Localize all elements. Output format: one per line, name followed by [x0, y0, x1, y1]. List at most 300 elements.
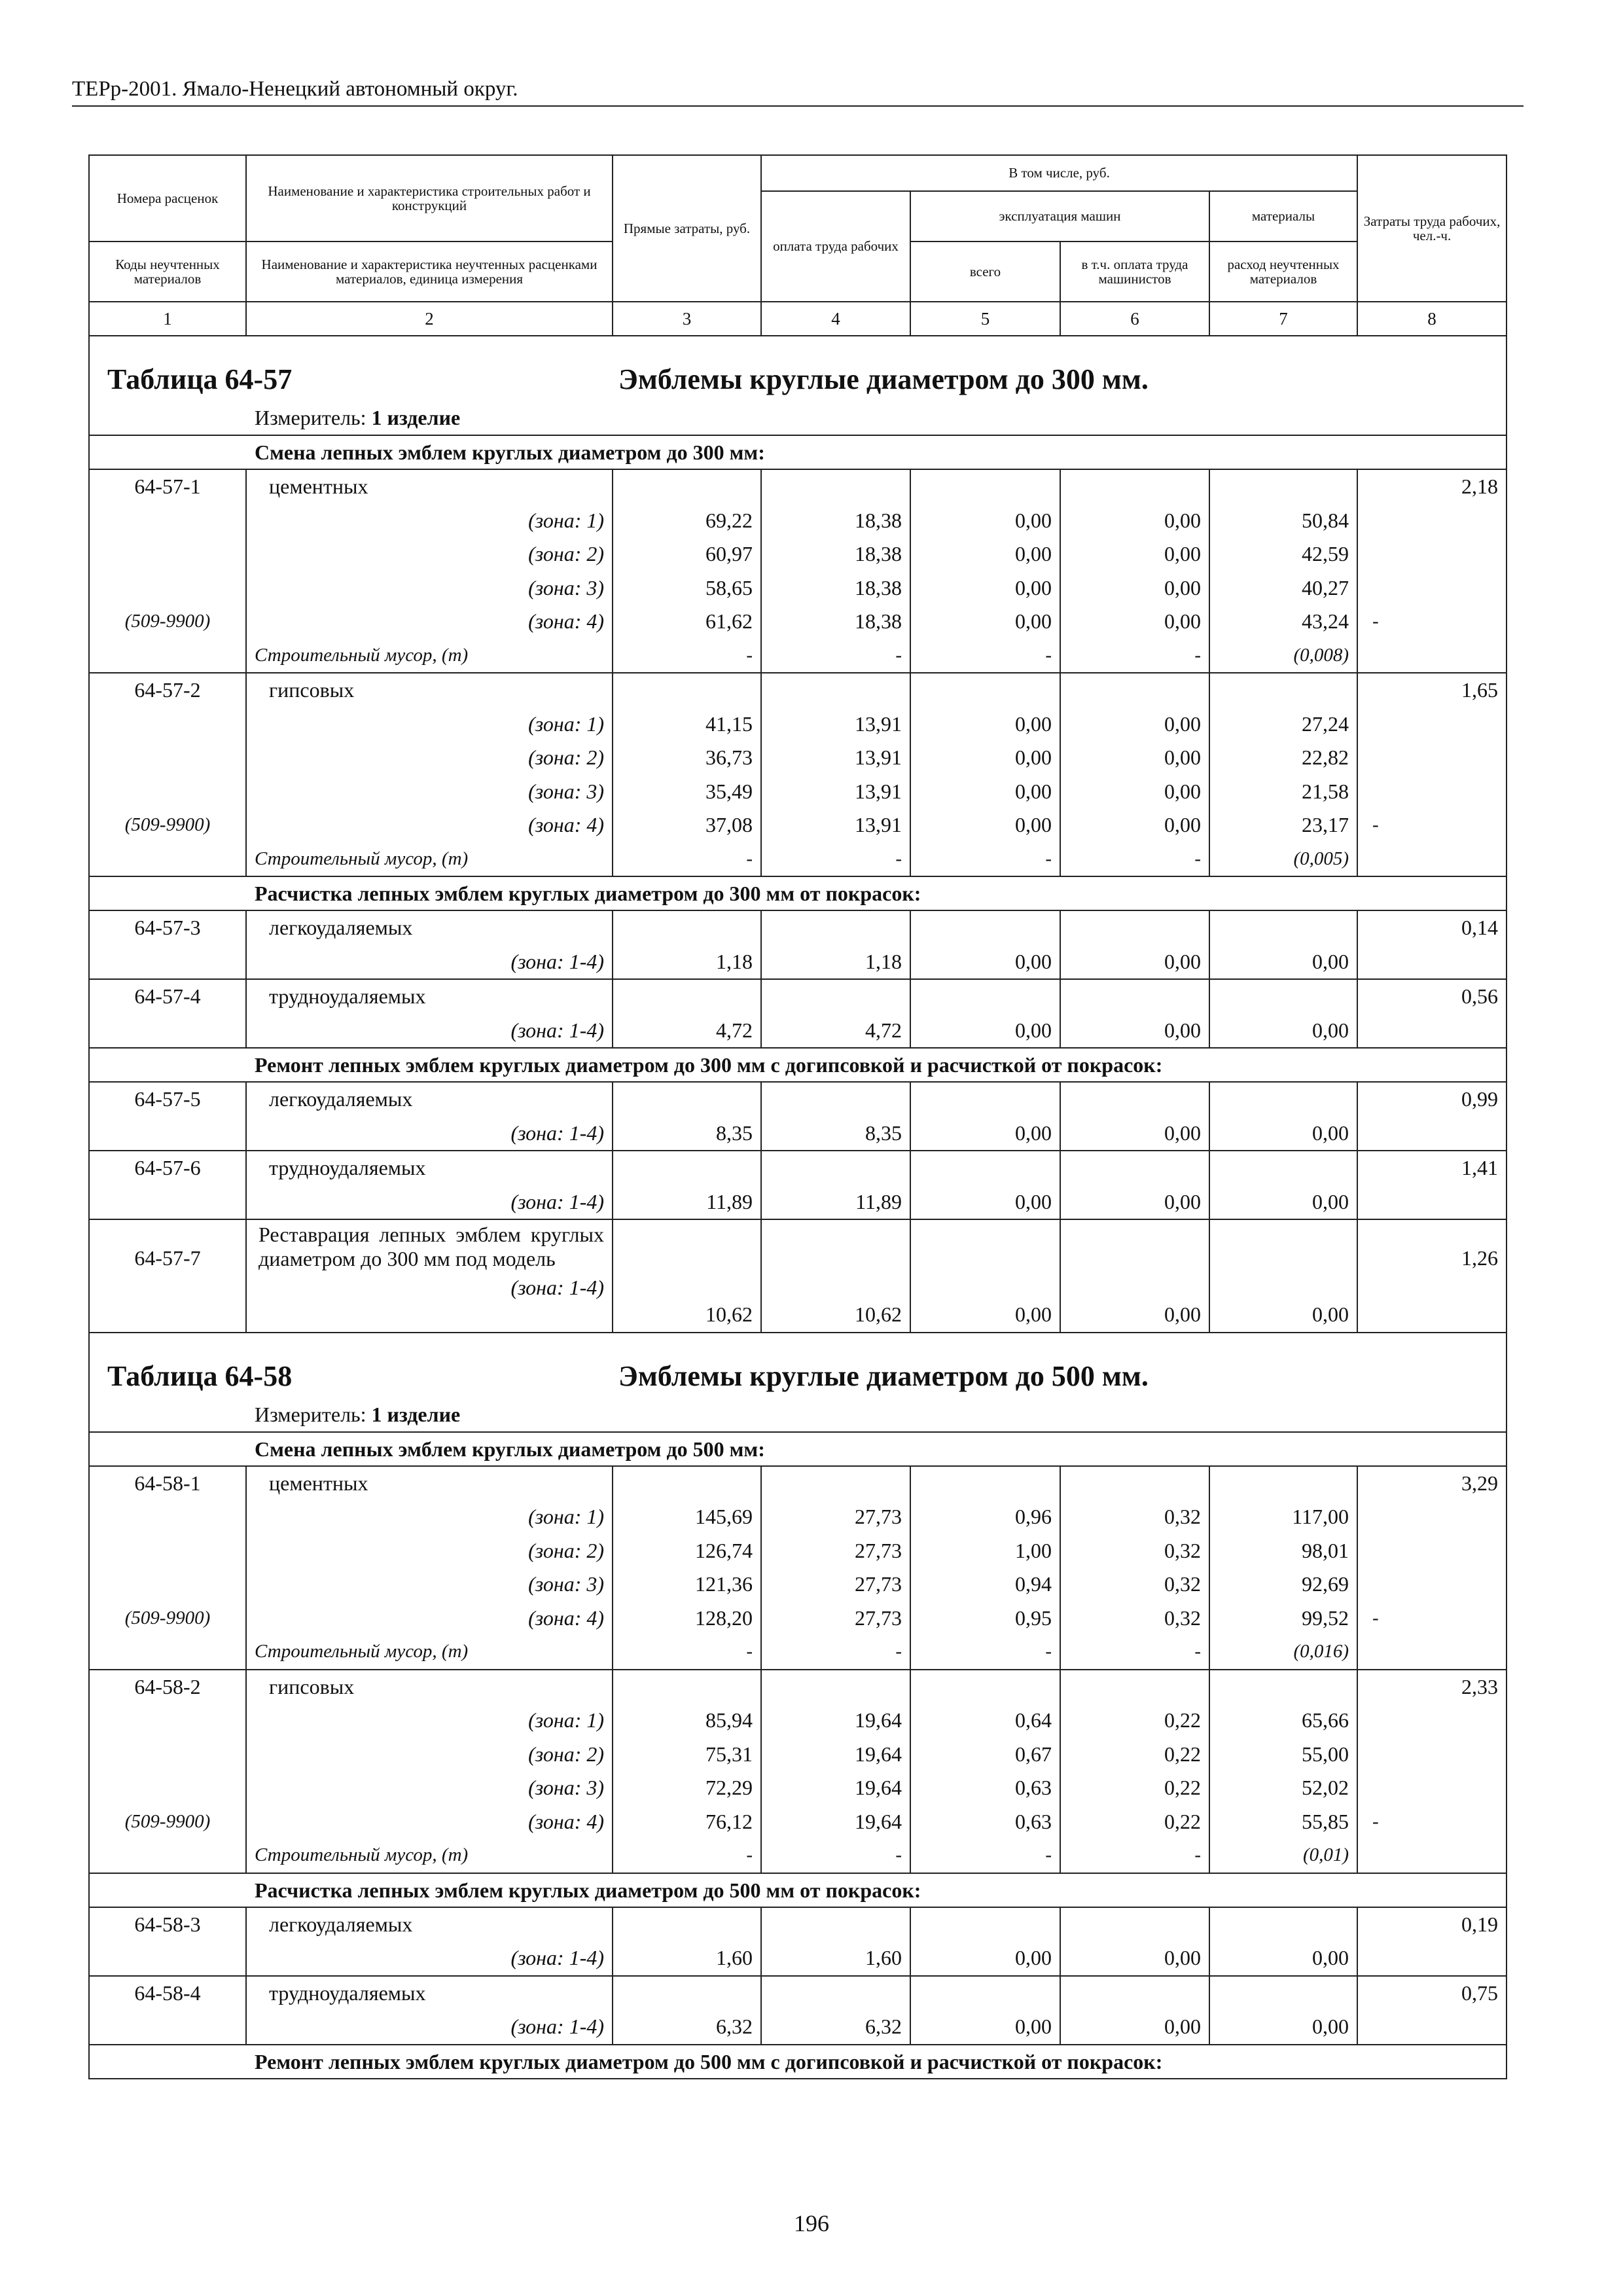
value-cell-c4	[761, 673, 910, 876]
rate-name-cell	[246, 979, 613, 1048]
blank-line	[90, 1568, 245, 1602]
value: 13,91	[855, 813, 902, 836]
group-header-row	[89, 435, 1507, 469]
blank-line	[911, 980, 1060, 1014]
value-cell-c7	[1209, 1151, 1357, 1219]
spacer	[911, 1220, 1060, 1298]
labor-cost-cell	[1357, 469, 1507, 673]
zone-label: (зона: 1-4)	[510, 1189, 604, 1213]
value: 27,24	[1302, 711, 1349, 736]
value-cell-c5	[910, 1976, 1060, 2045]
value: 50,84	[1302, 508, 1349, 532]
zone-label: (зона: 1-4)	[510, 1121, 604, 1145]
group-title-cell	[89, 1432, 1507, 1466]
blank-line	[90, 1738, 245, 1772]
material-code: (509-9900)	[124, 1810, 211, 1832]
value: 65,66	[1302, 1708, 1349, 1732]
zone-label: (зона: 1-4)	[510, 1276, 604, 1299]
material-value: (0,01)	[1302, 1844, 1349, 1865]
rate-code: 64-57-7	[134, 1246, 201, 1270]
labor-cost-cell	[1357, 979, 1507, 1048]
value: 61,62	[705, 609, 753, 633]
rate-row	[89, 673, 1507, 876]
value-cell-c3	[613, 1219, 761, 1333]
value-cell-c5	[910, 1219, 1060, 1333]
material-code: (509-9900)	[124, 1607, 211, 1628]
value: 19,64	[855, 1742, 902, 1766]
value: 18,38	[855, 542, 902, 565]
rate-name-cell	[246, 1151, 613, 1219]
value: 4,72	[716, 1018, 753, 1042]
group-title: Расчистка лепных эмблем круглых диаметром до 300 мм от покрасок:	[255, 882, 921, 905]
blank-line	[1061, 1467, 1209, 1501]
value-cell-c5	[910, 673, 1060, 876]
value: 121,36	[695, 1572, 753, 1596]
blank-line	[1061, 980, 1209, 1014]
zone-label: (зона: 1-4)	[510, 1946, 604, 1969]
value: 0,00	[1164, 1946, 1201, 1969]
value: 1,00	[1015, 1538, 1052, 1562]
value-cell-c6	[1060, 1466, 1209, 1670]
blank-line	[1210, 470, 1357, 504]
value: 6,32	[865, 2015, 902, 2038]
labor-value: 2,18	[1461, 475, 1499, 498]
rate-code-cell	[89, 979, 246, 1048]
value: 0,00	[1164, 745, 1201, 769]
labor-value: 0,14	[1461, 916, 1499, 939]
rate-row	[89, 1219, 1507, 1333]
blank-line	[911, 673, 1060, 708]
value: 10,62	[705, 1302, 753, 1326]
zone-label: (зона: 3)	[528, 779, 604, 803]
value: 1,18	[716, 949, 753, 973]
labor-cost-cell	[1357, 1219, 1507, 1333]
value: 40,27	[1302, 575, 1349, 600]
material-code: (509-9900)	[124, 611, 211, 632]
rate-name: трудноудаляемых	[269, 1981, 426, 2005]
labor-value: 2,33	[1461, 1674, 1499, 1698]
value: 13,91	[855, 779, 902, 803]
material-value: -	[746, 848, 753, 869]
zone-label: (зона: 1)	[528, 1708, 604, 1732]
value-cell-c3	[613, 1976, 761, 2045]
blank-line	[90, 1704, 245, 1738]
value-cell-c7	[1209, 1082, 1357, 1151]
rate-code-cell	[89, 1151, 246, 1219]
blank-line	[90, 708, 245, 742]
rate-name-cell	[246, 469, 613, 673]
labor-value: 0,19	[1461, 1912, 1499, 1936]
blank-line	[1210, 1151, 1357, 1185]
blank-line	[1210, 980, 1357, 1014]
blank-line	[90, 741, 245, 775]
rate-code-cell	[89, 673, 246, 876]
blank-line	[1210, 1083, 1357, 1117]
zone-label: (зона: 1-4)	[510, 949, 604, 973]
material-value: -	[1194, 1844, 1201, 1865]
measure-value: 1 изделие	[371, 406, 461, 429]
direct-cost-header: Прямые затраты, руб.	[613, 155, 761, 302]
rate-name-cell	[246, 910, 613, 979]
col2-top-header: Наименование и характеристика строительных работ и конструкций	[246, 155, 613, 242]
value: 0,63	[1015, 1809, 1052, 1833]
material-value: -	[895, 848, 902, 869]
column-number: 8	[1357, 302, 1507, 336]
value-cell-c4	[761, 1151, 910, 1219]
value: 99,52	[1302, 1605, 1349, 1630]
blank-line	[90, 571, 245, 605]
blank-line	[911, 1083, 1060, 1117]
table-number: Таблица 64-58	[107, 1359, 293, 1392]
value: 0,00	[1164, 949, 1201, 973]
measure-unit	[255, 406, 460, 430]
value: 0,00	[1164, 575, 1201, 600]
group-title-cell	[89, 876, 1507, 910]
column-number: 5	[910, 302, 1060, 336]
value: 8,35	[865, 1121, 902, 1145]
material-value: -	[895, 1844, 902, 1865]
material-name: Строительный мусор, (т)	[255, 1641, 469, 1662]
value: 85,94	[705, 1708, 753, 1732]
value-cell-c5	[910, 1466, 1060, 1670]
group-title: Ремонт лепных эмблем круглых диаметром до 500 мм с догипсовкой и расчисткой от покрасок:	[255, 2049, 1163, 2073]
rate-name-cell	[246, 1466, 613, 1670]
rate-code: 64-57-3	[134, 916, 201, 939]
rate-code-cell	[89, 910, 246, 979]
value: 18,38	[855, 508, 902, 532]
rate-name-cell	[246, 1219, 613, 1333]
value-cell-c6	[1060, 1907, 1209, 1976]
value-cell-c4	[761, 1466, 910, 1670]
material-value: -	[1045, 644, 1052, 666]
labor-value: 1,65	[1461, 678, 1499, 702]
material-value: -	[895, 1641, 902, 1662]
blank-line	[911, 1977, 1060, 2011]
value: 98,01	[1302, 1538, 1349, 1562]
labor-cost-cell	[1357, 1976, 1507, 2045]
value: 0,00	[1015, 609, 1052, 633]
material-value: (0,008)	[1293, 644, 1349, 666]
value: 0,00	[1164, 1018, 1201, 1042]
header-rule	[72, 105, 1524, 107]
blank-line	[762, 470, 910, 504]
material-value: -	[895, 644, 902, 666]
group-header-row	[89, 1873, 1507, 1907]
rate-code: 64-57-4	[134, 984, 201, 1008]
rate-name: легкоудаляемых	[269, 1087, 413, 1111]
rate-code: 64-58-4	[134, 1981, 201, 2005]
material-value: -	[1045, 1641, 1052, 1662]
value-cell-c6	[1060, 469, 1209, 673]
value: 27,73	[855, 1505, 902, 1528]
blank-line	[762, 1977, 910, 2011]
value-cell-c3	[613, 673, 761, 876]
value: 0,00	[1015, 949, 1052, 973]
blank-line	[90, 775, 245, 809]
value: 0,00	[1164, 542, 1201, 565]
blank-line	[1358, 1568, 1506, 1602]
value: 0,95	[1015, 1605, 1052, 1630]
value: 4,72	[865, 1018, 902, 1042]
blank-line	[1061, 1670, 1209, 1704]
material-labor: -	[1372, 611, 1379, 632]
column-number: 4	[761, 302, 910, 336]
spacer	[762, 1220, 910, 1298]
blank-line	[1210, 1908, 1357, 1942]
col1-bottom-header: Коды неучтенных материалов	[89, 242, 246, 302]
blank-line	[613, 911, 760, 945]
table-name: Эмблемы круглые диаметром до 300 мм.	[618, 363, 1149, 395]
rate-code: 64-58-1	[134, 1471, 201, 1495]
rate-code-cell	[89, 469, 246, 673]
blank-line	[613, 980, 760, 1014]
value: 128,20	[695, 1605, 753, 1630]
value: 0,32	[1164, 1572, 1201, 1596]
col1-top-header: Номера расценок	[89, 155, 246, 242]
zone-label: (зона: 4)	[528, 813, 604, 836]
section-title-cell	[89, 336, 1507, 435]
value: 10,62	[855, 1302, 902, 1326]
value: 13,91	[855, 745, 902, 769]
value-cell-c3	[613, 979, 761, 1048]
rate-code: 64-58-2	[134, 1674, 201, 1698]
material-name: Строительный мусор, (т)	[255, 644, 469, 666]
value: 6,32	[716, 2015, 753, 2038]
rate-code-cell	[89, 1219, 246, 1333]
group-title: Расчистка лепных эмблем круглых диаметром до 500 мм от покрасок:	[255, 1878, 921, 1902]
rate-code-cell	[89, 1976, 246, 2045]
value: 55,85	[1302, 1809, 1349, 1833]
value-cell-c4	[761, 1219, 910, 1333]
value: 0,00	[1015, 1946, 1052, 1969]
blank-line	[1358, 708, 1506, 742]
value-cell-c7	[1209, 673, 1357, 876]
column-number: 6	[1060, 302, 1209, 336]
value: 27,73	[855, 1572, 902, 1596]
spacer	[1210, 1220, 1357, 1298]
value-cell-c7	[1209, 1907, 1357, 1976]
zone-label: (зона: 2)	[528, 542, 604, 565]
rates-table	[88, 154, 1507, 2079]
value: 41,15	[705, 711, 753, 736]
value: 0,00	[1312, 1018, 1349, 1042]
value: 27,73	[855, 1605, 902, 1630]
value-cell-c3	[613, 1907, 761, 1976]
value-cell-c3	[613, 910, 761, 979]
rate-name: легкоудаляемых	[269, 916, 413, 939]
value-cell-c4	[761, 1907, 910, 1976]
rate-code: 64-57-2	[134, 678, 201, 702]
measure-value: 1 изделие	[371, 1402, 461, 1426]
value: 27,73	[855, 1538, 902, 1562]
value: 0,63	[1015, 1776, 1052, 1799]
blank-line	[1358, 1704, 1506, 1738]
value: 76,12	[705, 1809, 753, 1833]
value-cell-c3	[613, 1466, 761, 1670]
value-cell-c6	[1060, 1151, 1209, 1219]
material-value: -	[1045, 848, 1052, 869]
value-cell-c3	[613, 1670, 761, 1873]
value-cell-c4	[761, 979, 910, 1048]
spacer	[1061, 1220, 1209, 1298]
blank-line	[1358, 504, 1506, 538]
value: 0,22	[1164, 1742, 1201, 1766]
value: 22,82	[1302, 745, 1349, 769]
group-header-row	[89, 2045, 1507, 2079]
blank-line	[1210, 1977, 1357, 2011]
blank-line	[762, 980, 910, 1014]
group-title: Смена лепных эмблем круглых диаметром до 500 мм:	[255, 1437, 765, 1461]
value-cell-c4	[761, 1082, 910, 1151]
blank-line	[1358, 1500, 1506, 1534]
value: 92,69	[1302, 1572, 1349, 1596]
group-header-row	[89, 1048, 1507, 1082]
material-name: Строительный мусор, (т)	[255, 1844, 469, 1865]
blank-line	[762, 673, 910, 708]
value: 0,22	[1164, 1776, 1201, 1799]
value-cell-c5	[910, 469, 1060, 673]
value: 69,22	[705, 508, 753, 532]
blank-line	[911, 1670, 1060, 1704]
group-title: Смена лепных эмблем круглых диаметром до 300 мм:	[255, 440, 765, 464]
rate-name: легкоудаляемых	[269, 1912, 413, 1936]
rate-name: Реставрация лепных эмблем круглых диаметром до 300 мм под модель	[259, 1223, 604, 1270]
column-number: 1	[89, 302, 246, 336]
value: 0,32	[1164, 1538, 1201, 1562]
value: 0,00	[1164, 779, 1201, 803]
blank-line	[1061, 470, 1209, 504]
blank-line	[1358, 1738, 1506, 1772]
labor-cost-cell	[1357, 1670, 1507, 1873]
value-cell-c7	[1209, 979, 1357, 1048]
blank-line	[762, 1151, 910, 1185]
zone-label: (зона: 1)	[528, 711, 604, 736]
value: 117,00	[1292, 1505, 1349, 1528]
zone-label: (зона: 2)	[528, 1538, 604, 1562]
value-cell-c5	[910, 1151, 1060, 1219]
zone-label: (зона: 1-4)	[510, 1018, 604, 1042]
blank-line	[613, 1083, 760, 1117]
group-title-cell	[89, 2045, 1507, 2079]
labor-cost-cell	[1357, 673, 1507, 876]
table-name: Эмблемы круглые диаметром до 500 мм.	[618, 1359, 1149, 1392]
rate-name-cell	[246, 1670, 613, 1873]
value-cell-c7	[1209, 1466, 1357, 1670]
value: 145,69	[695, 1505, 753, 1528]
value: 0,00	[1312, 949, 1349, 973]
blank-line	[1210, 1670, 1357, 1704]
blank-line	[1061, 1908, 1209, 1942]
material-name: Строительный мусор, (т)	[255, 848, 469, 869]
value: 0,00	[1164, 813, 1201, 836]
group-title-cell	[89, 435, 1507, 469]
rate-row	[89, 910, 1507, 979]
value: 35,49	[705, 779, 753, 803]
blank-line	[911, 470, 1060, 504]
value-cell-c7	[1209, 910, 1357, 979]
zone-label: (зона: 3)	[528, 1572, 604, 1596]
value: 0,32	[1164, 1505, 1201, 1528]
workers-header: Затраты труда рабочих, чел.-ч.	[1357, 155, 1507, 302]
labor-value: 3,29	[1461, 1471, 1499, 1495]
blank-line	[1061, 911, 1209, 945]
rate-row	[89, 1976, 1507, 2045]
blank-line	[1358, 775, 1506, 809]
blank-line	[762, 1670, 910, 1704]
blank-line	[762, 1467, 910, 1501]
value: 0,00	[1164, 2015, 1201, 2038]
value: 0,00	[1164, 711, 1201, 736]
value: 0,00	[1164, 1189, 1201, 1213]
value: 0,00	[1015, 508, 1052, 532]
value: 0,00	[1015, 1189, 1052, 1213]
value: 0,00	[1164, 1121, 1201, 1145]
zone-label: (зона: 1)	[528, 1505, 604, 1528]
zone-label: (зона: 2)	[528, 745, 604, 769]
material-labor: -	[1372, 1810, 1379, 1832]
blank-line	[613, 1908, 760, 1942]
value: 0,00	[1312, 2015, 1349, 2038]
value: 60,97	[705, 542, 753, 565]
value-cell-c6	[1060, 979, 1209, 1048]
value: 0,00	[1015, 2015, 1052, 2038]
value: 58,65	[705, 575, 753, 600]
group-header-row	[89, 1432, 1507, 1466]
value: 36,73	[705, 745, 753, 769]
labor-cost-cell	[1357, 1151, 1507, 1219]
blank-line	[911, 1908, 1060, 1942]
material-value: (0,005)	[1293, 848, 1349, 869]
value: 0,00	[1015, 779, 1052, 803]
value: 0,00	[1164, 1302, 1201, 1326]
blank-line	[613, 1977, 760, 2011]
blank-line	[613, 1151, 760, 1185]
material-value: (0,016)	[1293, 1641, 1349, 1662]
zone-label: (зона: 2)	[528, 1742, 604, 1766]
blank-line	[762, 1083, 910, 1117]
value: 0,00	[1164, 609, 1201, 633]
value-cell-c6	[1060, 1670, 1209, 1873]
blank-line	[1210, 1467, 1357, 1501]
rate-code: 64-57-5	[134, 1087, 201, 1111]
blank-line	[911, 1467, 1060, 1501]
value: 11,89	[706, 1189, 753, 1213]
spacer	[613, 1220, 760, 1298]
zone-label: (зона: 1)	[528, 508, 604, 532]
labor-value: 1,26	[1461, 1246, 1499, 1270]
value: 0,00	[1164, 508, 1201, 532]
labor-cost-cell	[1357, 910, 1507, 979]
col2-bottom-header: Наименование и характеристика неучтенных расценками материалов, единица измерения	[246, 242, 613, 302]
material-value: -	[746, 1641, 753, 1662]
value: 1,18	[865, 949, 902, 973]
rate-row	[89, 1151, 1507, 1219]
value: 21,58	[1302, 779, 1349, 803]
material-consumption-header: расход неучтенных материалов	[1209, 242, 1357, 302]
value-cell-c5	[910, 1907, 1060, 1976]
value: 0,22	[1164, 1809, 1201, 1833]
blank-line	[613, 673, 760, 708]
labor-value: 1,41	[1461, 1156, 1499, 1179]
zone-label: (зона: 3)	[528, 1776, 604, 1799]
material-value: -	[1194, 1641, 1201, 1662]
machines-header: эксплуатация машин	[910, 191, 1209, 242]
rate-row	[89, 979, 1507, 1048]
blank-line	[911, 911, 1060, 945]
table-section-header	[89, 1333, 1507, 1432]
value: 13,91	[855, 711, 902, 736]
material-value: -	[746, 1844, 753, 1865]
